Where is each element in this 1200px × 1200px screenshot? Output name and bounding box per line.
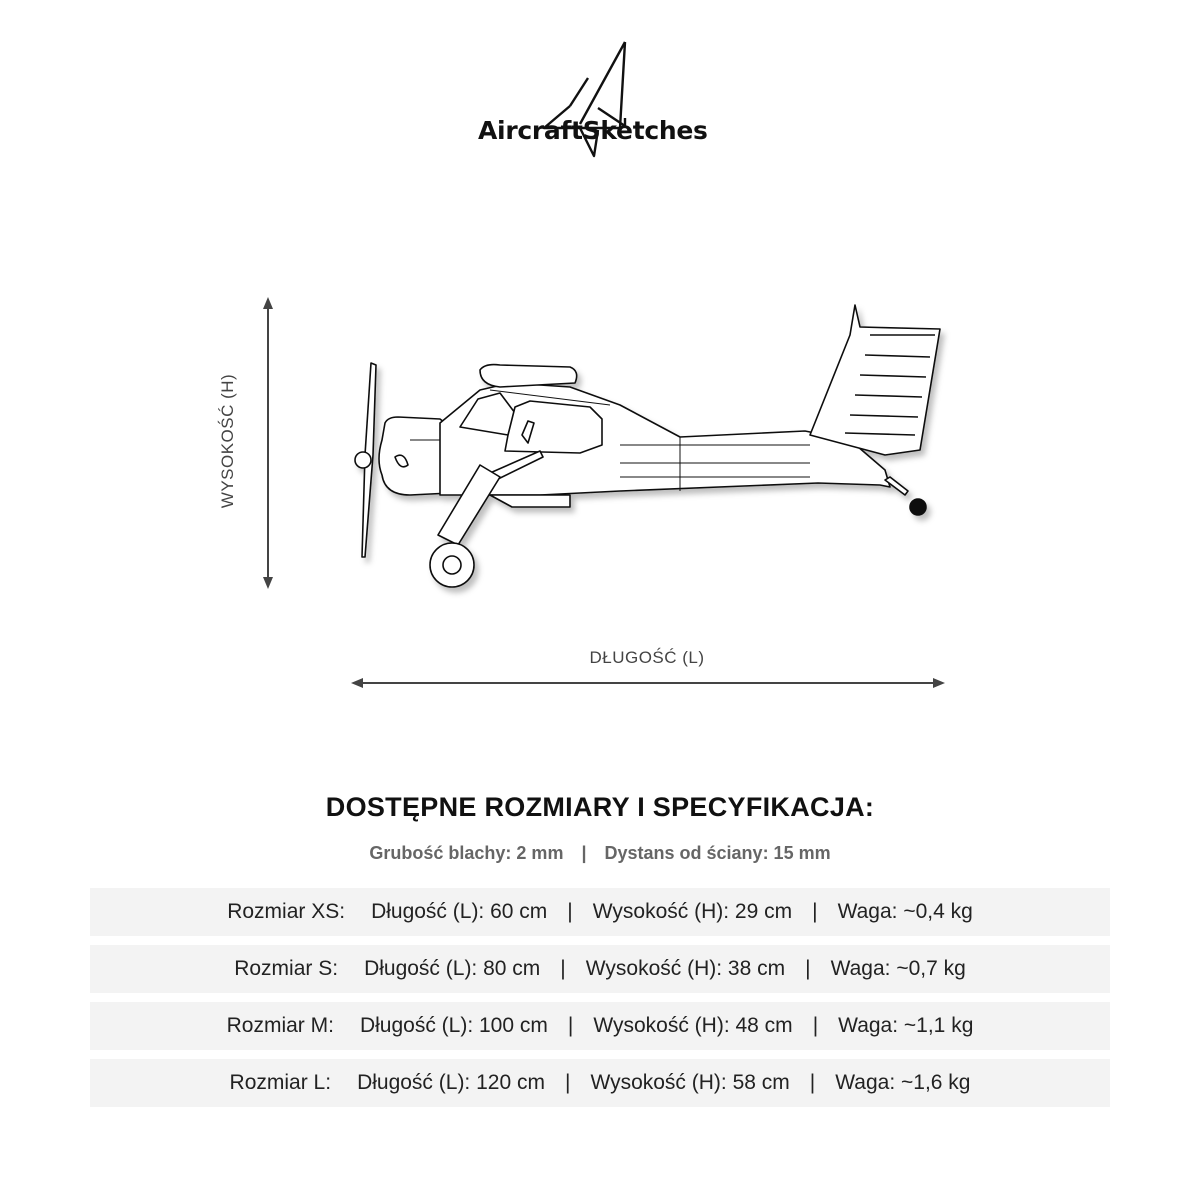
sheet-thickness: Grubość blachy: 2 mm (369, 843, 564, 863)
aircraft-silhouette-icon (340, 295, 960, 605)
size-length: Długość (L): 120 cm (357, 1071, 545, 1094)
size-height: Wysokość (H): 29 cm (592, 900, 793, 923)
separator: | (564, 1071, 571, 1094)
size-height: Wysokość (H): 48 cm (593, 1014, 793, 1037)
separator: | (567, 900, 573, 923)
size-length: Długość (L): 80 cm (364, 957, 541, 980)
size-length: Długość (L): 60 cm (371, 900, 548, 923)
separator: | (581, 843, 587, 863)
size-height: Wysokość (H): 38 cm (585, 957, 786, 980)
sizes-table (90, 888, 1110, 1116)
separator: | (809, 1071, 816, 1094)
height-dimension-label: WYSOKOŚĆ (H) (218, 373, 237, 509)
size-weight: Waga: ~1,1 kg (838, 1014, 974, 1037)
logo-wordmark: AircraftSketches (478, 116, 708, 145)
separator: | (560, 957, 566, 980)
size-length: Długość (L): 100 cm (359, 1014, 548, 1037)
separator: | (812, 900, 818, 923)
size-weight: Waga: ~0,4 kg (837, 900, 973, 923)
size-row-l (90, 1059, 1110, 1107)
size-weight: Waga: ~0,7 kg (830, 957, 966, 980)
height-dimension-arrow (258, 296, 278, 590)
separator: | (805, 957, 811, 980)
specs-title: DOSTĘPNE ROZMIARY I SPECYFIKACJA: (325, 792, 875, 822)
size-weight: Waga: ~1,6 kg (835, 1071, 971, 1094)
size-name: Rozmiar S: (234, 957, 339, 980)
size-row-xs (90, 888, 1110, 936)
size-name: Rozmiar M: (226, 1014, 334, 1037)
size-name: Rozmiar L: (229, 1071, 332, 1094)
separator: | (812, 1014, 819, 1037)
size-row-m (90, 1002, 1110, 1050)
separator: | (567, 1014, 574, 1037)
length-dimension-arrow (350, 673, 946, 693)
specs-subtitle (0, 843, 1200, 864)
size-name: Rozmiar XS: (227, 900, 346, 923)
brand-logo (470, 38, 730, 158)
size-height: Wysokość (H): 58 cm (590, 1071, 790, 1094)
length-dimension-label: DŁUGOŚĆ (L) (589, 648, 705, 667)
size-row-s (90, 945, 1110, 993)
wall-distance: Dystans od ściany: 15 mm (604, 843, 831, 863)
